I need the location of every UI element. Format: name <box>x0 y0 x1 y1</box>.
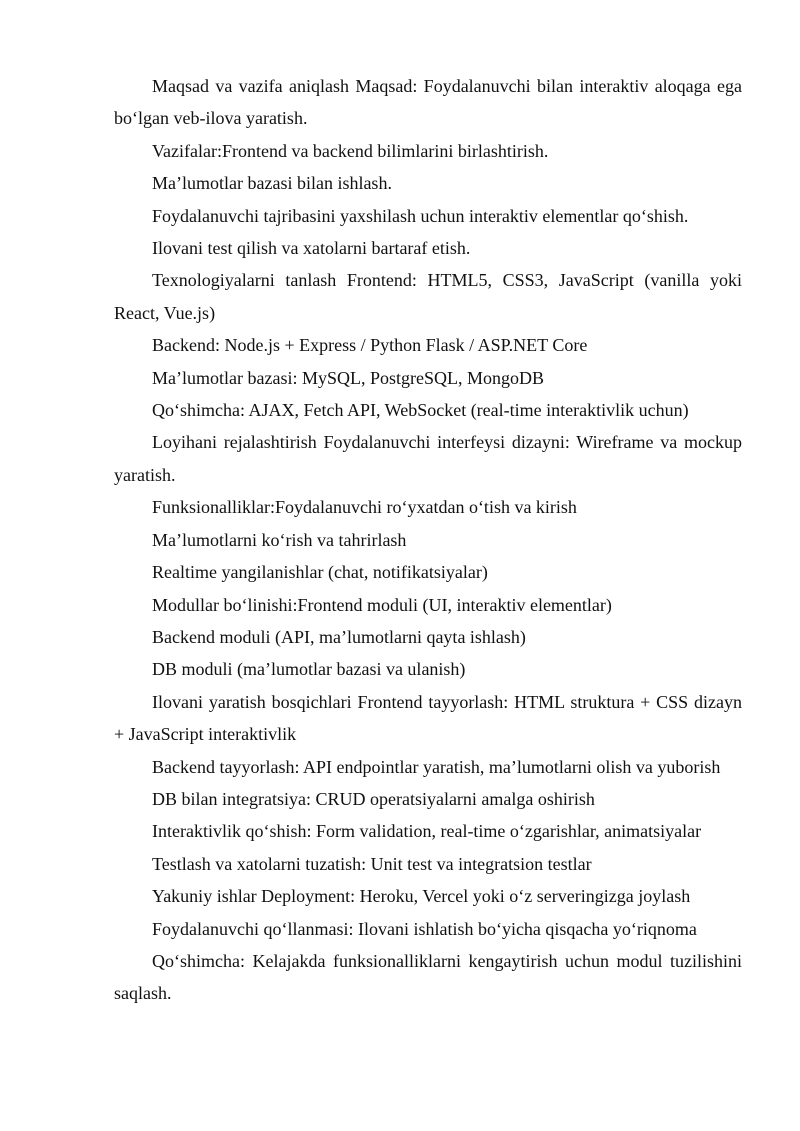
paragraph-user-guide: Foydalanuvchi qo‘llanmasi: Ilovani ishlatish bo‘yicha qisqacha yo‘riqnoma <box>152 918 697 939</box>
paragraph-tech-frontend: Texnologiyalarni tanlash Frontend: HTML5, CSS3, JavaScript (vanilla yoki React, Vue.js) <box>114 270 742 323</box>
paragraph-extension: Qo‘shimcha: Kelajakda funksionalliklarni kengaytirish uchun modul tuzilishini saqlash. <box>114 950 742 1004</box>
paragraph-tech-database: Ma’lumotlar bazasi: MySQL, PostgreSQL, MongoDB <box>152 367 544 388</box>
paragraph-tech-backend: Backend: Node.js + Express / Python Flask / ASP.NET Core <box>152 335 588 356</box>
paragraph-interactivity: Interaktivlik qo‘shish: Form validation, real-time o‘zgarishlar, animatsiyalar <box>152 821 702 842</box>
paragraph-user-experience: Foydalanuvchi tajribasini yaxshilash uchun interaktiv elementlar qo‘shish. <box>152 205 689 226</box>
paragraph-tasks: Vazifalar:Frontend va backend bilimlarini birlashtirish. <box>152 140 549 161</box>
paragraph-goal: Maqsad va vazifa aniqlash Maqsad: Foydalanuvchi bilan interaktiv aloqaga ega bo‘lgan veb-ilova yaratish. <box>114 76 742 129</box>
paragraph-build-frontend: Ilovani yaratish bosqichlari Frontend tayyorlash: HTML struktura + CSS dizayn + JavaScript interaktivlik <box>114 691 742 745</box>
paragraph-testing: Ilovani test qilish va xatolarni bartaraf etish. <box>152 238 471 259</box>
paragraph-modules-db: DB moduli (ma’lumotlar bazasi va ulanish) <box>152 659 466 680</box>
paragraph-realtime: Realtime yangilanishlar (chat, notifikatsiyalar) <box>152 562 488 583</box>
paragraph-db-integration: DB bilan integratsiya: CRUD operatsiyalarni amalga oshirish <box>152 788 595 809</box>
paragraph-testing-debugging: Testlash va xatolarni tuzatish: Unit test va integratsion testlar <box>152 853 592 874</box>
paragraph-view-edit: Ma’lumotlarni ko‘rish va tahrirlash <box>152 529 407 550</box>
paragraph-modules-backend: Backend moduli (API, ma’lumotlarni qayta ishlash) <box>152 626 526 647</box>
paragraph-modules-frontend: Modullar bo‘linishi:Frontend moduli (UI, interaktiv elementlar) <box>152 594 612 615</box>
paragraph-tech-extra: Qo‘shimcha: AJAX, Fetch API, WebSocket (real-time interaktivlik uchun) <box>152 400 689 421</box>
paragraph-database-work: Ma’lumotlar bazasi bilan ishlash. <box>152 173 392 194</box>
document-page <box>114 70 742 1010</box>
paragraph-build-backend: Backend tayyorlash: API endpointlar yaratish, ma’lumotlarni olish va yuborish <box>152 756 721 777</box>
paragraph-deployment: Yakuniy ishlar Deployment: Heroku, Vercel yoki o‘z serveringizga joylash <box>152 886 691 907</box>
paragraph-planning: Loyihani rejalashtirish Foydalanuvchi interfeysi dizayni: Wireframe va mockup yaratish. <box>114 432 742 485</box>
paragraph-functionality: Funksionalliklar:Foydalanuvchi ro‘yxatdan o‘tish va kirish <box>152 497 577 518</box>
